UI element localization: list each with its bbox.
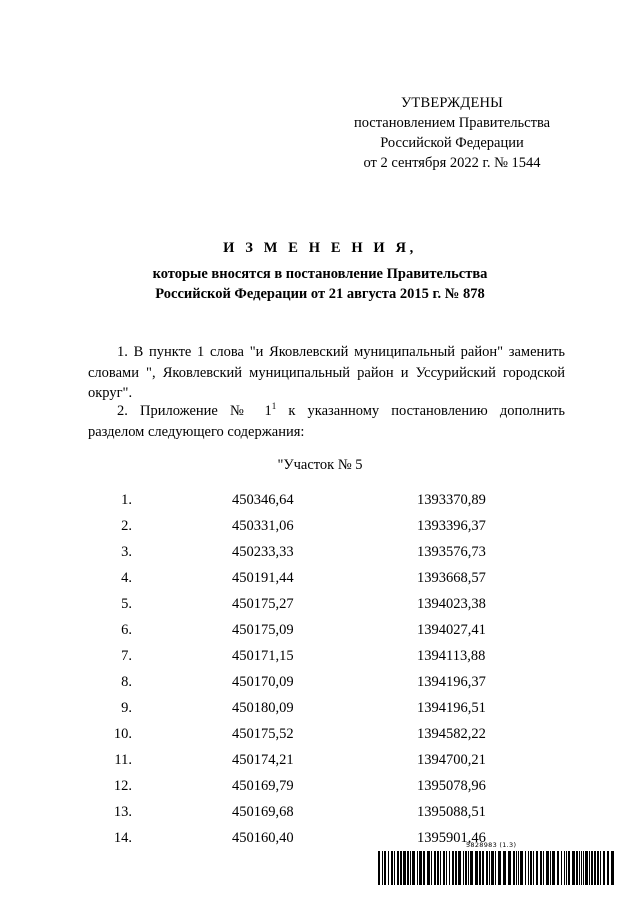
barcode-bar: [475, 851, 478, 885]
barcode-bar: [397, 851, 399, 885]
approval-line-3: Российской Федерации: [380, 135, 524, 151]
barcode-bar: [603, 851, 605, 885]
barcode-bar: [495, 851, 496, 885]
barcode-bar: [564, 851, 565, 885]
barcode-bar: [403, 851, 406, 885]
barcode-bar: [419, 851, 422, 885]
barcode-bar: [591, 851, 593, 885]
barcode-bar: [498, 851, 501, 885]
approval-line-2: постановлением Правительства: [353, 115, 551, 131]
paragraph-2-rest: к указанному постановлению дополнить: [276, 403, 565, 419]
table-row: [0, 492, 640, 518]
coordinate-y: 1394023,38: [417, 596, 486, 612]
barcode-bar: [468, 851, 469, 885]
coordinate-x: 450171,15: [232, 648, 294, 664]
coordinate-x: 450169,79: [232, 778, 294, 794]
document-title: И З М Е Н Е Н И Я,: [223, 240, 417, 256]
barcode-bar: [437, 851, 439, 885]
paragraph-2-start: 2. Приложение № 1: [117, 403, 272, 419]
barcode-bar: [423, 851, 425, 885]
barcode-bar: [446, 851, 447, 885]
barcode-bar: [572, 851, 575, 885]
coordinate-x: 450233,33: [232, 544, 294, 560]
barcode-bar: [391, 851, 393, 885]
approval-block: [330, 93, 574, 173]
barcode-bar: [552, 851, 555, 885]
coordinate-y: 1394700,21: [417, 752, 486, 768]
barcode-bar: [440, 851, 441, 885]
table-row: [0, 752, 640, 778]
barcode-bar: [443, 851, 445, 885]
document-subtitle: [100, 264, 540, 304]
coordinate-x: 450174,21: [232, 752, 294, 768]
table-row: [0, 804, 640, 830]
barcode-bar: [378, 851, 380, 885]
barcode-bar: [382, 851, 383, 885]
barcode-bar: [557, 851, 559, 885]
row-number: 2.: [121, 518, 132, 534]
row-number: 11.: [114, 752, 132, 768]
barcode-bar: [611, 851, 614, 885]
barcode-bar: [470, 851, 473, 885]
barcode-bar: [561, 851, 562, 885]
row-number: 6.: [121, 622, 132, 638]
approval-heading: УТВЕРЖДЕНЫ: [400, 95, 504, 111]
barcode-bar: [400, 851, 402, 885]
row-number: 12.: [113, 778, 132, 794]
coordinate-y: 1394196,37: [417, 674, 486, 690]
barcode-bar: [491, 851, 494, 885]
barcode-bar: [579, 851, 580, 885]
barcode-bar: [543, 851, 544, 885]
barcode-bar: [525, 851, 526, 885]
coordinate-y: 1395088,51: [417, 804, 486, 820]
row-number: 14.: [113, 830, 132, 846]
barcode-bar: [489, 851, 490, 885]
barcode-bar: [465, 851, 467, 885]
barcode-bar: [594, 851, 596, 885]
row-number: 9.: [121, 700, 132, 716]
barcode-bar: [520, 851, 523, 885]
coordinate-y: 1394582,22: [417, 726, 486, 742]
barcode-bar: [455, 851, 457, 885]
coordinate-y: 1394113,88: [417, 648, 486, 664]
coordinate-x: 450175,52: [232, 726, 294, 742]
barcode-bar: [533, 851, 534, 885]
coordinate-x: 450346,64: [232, 492, 294, 508]
subtitle-line-1: которые вносятся в постановление Правительства: [152, 266, 488, 282]
table-row: [0, 622, 640, 648]
row-number: 1.: [121, 492, 132, 508]
barcode-bar: [427, 851, 430, 885]
barcode-bar: [394, 851, 395, 885]
barcode-bar: [407, 851, 409, 885]
coordinate-y: 1395901,46: [417, 830, 486, 846]
table-row: [0, 596, 640, 622]
barcode-bar: [589, 851, 590, 885]
row-number: 13.: [113, 804, 132, 820]
barcode-bar: [530, 851, 532, 885]
subtitle-line-2: Российской Федерации от 21 августа 2015 г. № 878: [155, 286, 485, 302]
coordinate-y: 1393668,57: [417, 570, 486, 586]
coordinate-x: 450191,44: [232, 570, 294, 586]
barcode-bar: [458, 851, 461, 885]
barcode-bar: [528, 851, 529, 885]
barcode-bar: [566, 851, 567, 885]
barcode-bar: [581, 851, 582, 885]
table-row: [0, 544, 640, 570]
barcode-bar: [412, 851, 415, 885]
coordinate-x: 450331,06: [232, 518, 294, 534]
table-row: [0, 674, 640, 700]
coordinate-y: 1394027,41: [417, 622, 486, 638]
barcode-bar: [503, 851, 506, 885]
row-number: 10.: [113, 726, 132, 742]
barcode-bar: [550, 851, 551, 885]
barcode-bar: [540, 851, 542, 885]
barcode-bar: [431, 851, 432, 885]
coordinate-x: 450169,68: [232, 804, 294, 820]
coordinate-y: 1393396,37: [417, 518, 486, 534]
paragraph-2: [88, 401, 565, 442]
barcode-bar: [583, 851, 584, 885]
table-row: [0, 648, 640, 674]
barcode-bar: [410, 851, 411, 885]
table-row: [0, 700, 640, 726]
barcode-bar: [508, 851, 511, 885]
section-heading: "Участок № 5: [277, 457, 363, 473]
approval-line-4: от 2 сентября 2022 г. № 1544: [363, 155, 541, 171]
paragraph-2-line-2: разделом следующего содержания:: [88, 423, 305, 440]
superscript: 1: [271, 401, 277, 411]
barcode-bar: [607, 851, 609, 885]
coordinate-x: 450180,09: [232, 700, 294, 716]
paragraph-2-line-1: [88, 401, 565, 422]
barcode-bar: [518, 851, 519, 885]
barcode-bar: [536, 851, 538, 885]
barcode-bar: [600, 851, 601, 885]
barcode-bar: [568, 851, 570, 885]
table-row: [0, 570, 640, 596]
barcode-bar: [417, 851, 418, 885]
barcode-number: 5828983 (1.3): [466, 841, 517, 849]
paragraph-1: 1. В пункте 1 слова "и Яковлевский муниципальный район" заменить словами ", Яковлевский муниципальный район и Уссурийский городской округ".: [88, 344, 565, 401]
barcode-bar: [516, 851, 517, 885]
coordinate-y: 1393370,89: [417, 492, 486, 508]
barcode-bar: [482, 851, 484, 885]
table-row: [0, 518, 640, 544]
barcode-bar: [513, 851, 515, 885]
barcode-bar: [452, 851, 454, 885]
table-row: [0, 778, 640, 804]
row-number: 8.: [121, 674, 132, 690]
barcode-bar: [486, 851, 488, 885]
barcode-bar: [479, 851, 481, 885]
barcode-bar: [576, 851, 578, 885]
row-number: 7.: [121, 648, 132, 664]
barcode-bar: [388, 851, 389, 885]
barcode-bar: [546, 851, 549, 885]
barcode-bar: [597, 851, 599, 885]
coordinate-y: 1394196,51: [417, 700, 486, 716]
row-number: 4.: [121, 570, 132, 586]
coordinate-x: 450160,40: [232, 830, 294, 846]
barcode-bar: [384, 851, 386, 885]
barcode-bar: [434, 851, 436, 885]
coordinate-x: 450175,27: [232, 596, 294, 612]
barcode-bar: [585, 851, 588, 885]
barcode-bar: [463, 851, 464, 885]
row-number: 5.: [121, 596, 132, 612]
coordinate-y: 1395078,96: [417, 778, 486, 794]
barcode-bar: [449, 851, 450, 885]
coordinate-x: 450175,09: [232, 622, 294, 638]
table-row: [0, 726, 640, 752]
coordinate-x: 450170,09: [232, 674, 294, 690]
coordinate-y: 1393576,73: [417, 544, 486, 560]
coordinates-table: [0, 492, 640, 856]
row-number: 3.: [121, 544, 132, 560]
barcode-image: [378, 851, 614, 885]
